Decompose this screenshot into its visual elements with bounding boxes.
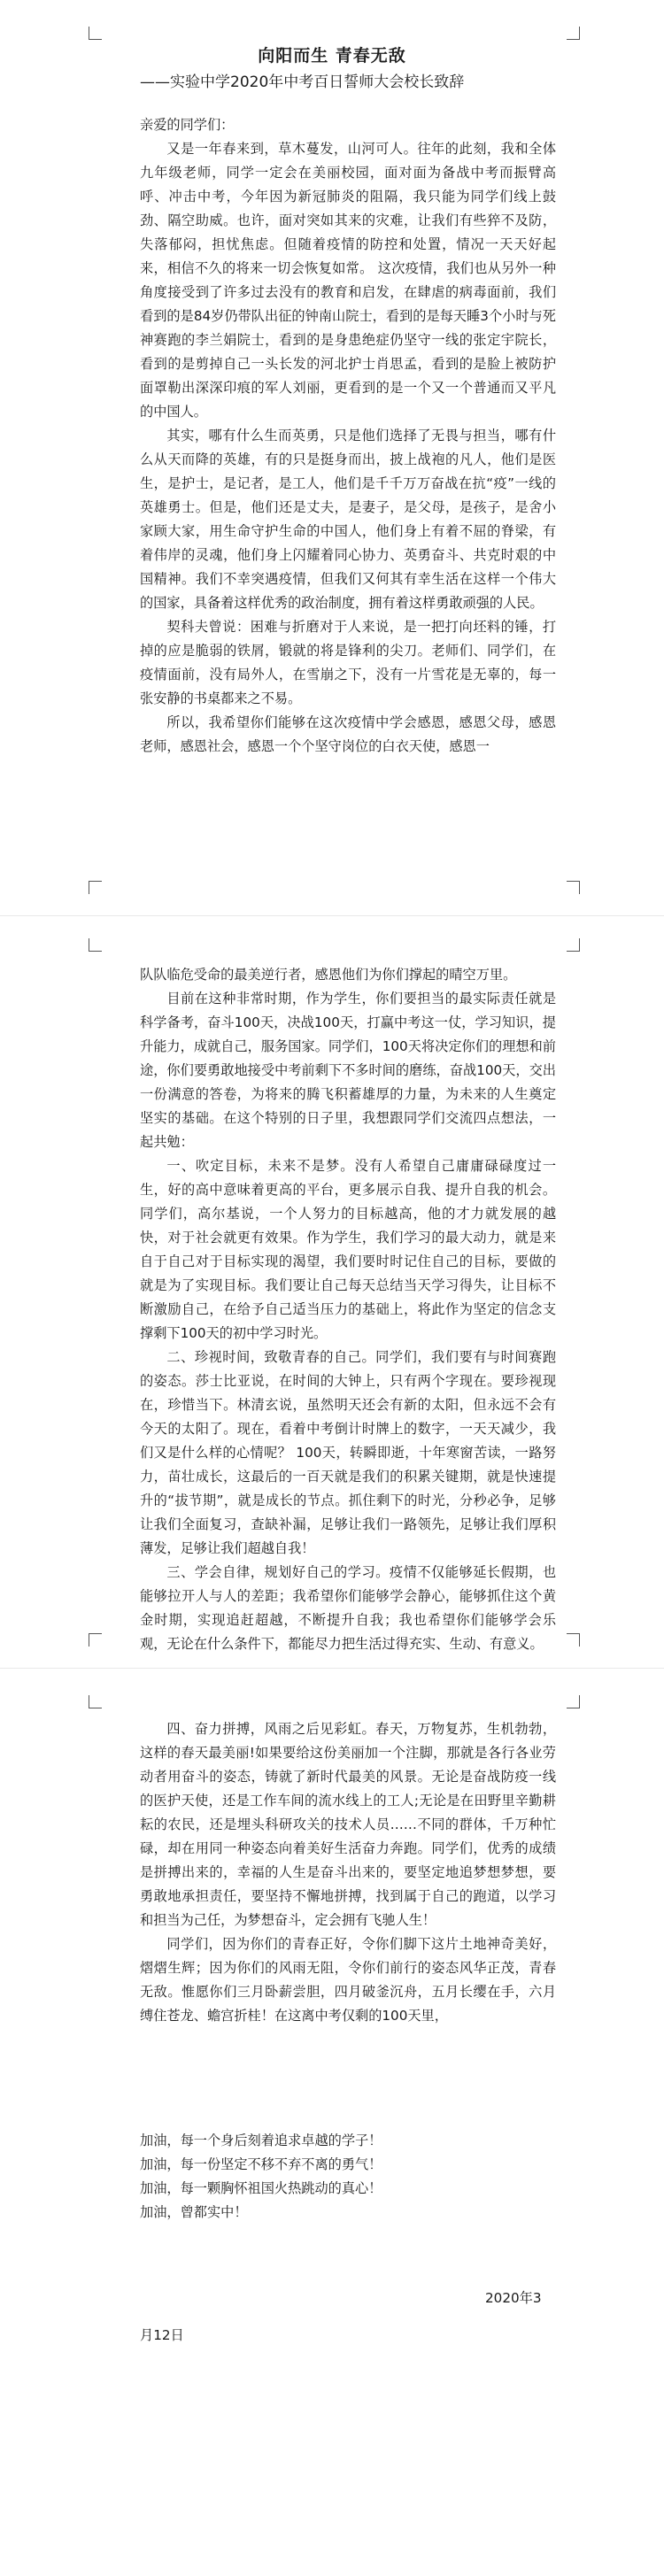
crop-mark <box>567 938 580 952</box>
crop-mark <box>89 27 102 40</box>
crop-mark <box>89 1695 102 1708</box>
document-page-1 <box>0 0 664 916</box>
cheer-list <box>140 2129 556 2225</box>
paragraph: 目前在这种非常时期，作为学生，你们要担当的最实际责任就是科学备考，奋斗100天，决战100天，打赢中考这一仗，学习知识，提升能力，成就自己，服务国家。同学们，100天将决定你们的理想和前途，你们要勇敢地接受中考前剩下不多时间的磨练，奋战100天，交出一份满意的答卷，为将来的腾飞积蓄雄厚的力量，为未来的人生奠定坚实的基础。在这个特别的日子里，我想跟同学们交流四点想法，一起共勉： <box>140 991 556 1150</box>
paragraph: 所以，我希望你们能够在这次疫情中学会感恩，感恩父母，感恩老师，感恩社会，感恩一个个坚守岗位的白衣天使，感恩一 <box>140 714 556 754</box>
document-title: 向阳而生 青春无敌 <box>258 46 406 66</box>
crop-mark <box>567 1695 580 1708</box>
crop-mark <box>89 938 102 952</box>
page-2-body <box>140 963 556 1656</box>
paragraph: 同学们，因为你们的青春正好，令你们脚下这片土地神奇美好，熠熠生辉；因为你们的风雨无阻，令你们前行的姿态风华正茂，青春无敌。惟愿你们三月卧薪尝胆，四月破釜沉舟，五月长缨在手，六月缚住苍龙、蟾宫折桂！在这离中考仅剩的100天里， <box>140 1936 556 2024</box>
paragraph: 其实，哪有什么生而英勇，只是他们选择了无畏与担当，哪有什么从天而降的英雄，有的只是挺身而出，披上战袍的凡人，他们是医生，是护士，是记者，是工人，他们是千千万万奋战在抗“疫”一线的英雄勇士。但是，他们还是丈夫，是妻子，是父母，是孩子，是舍小家顾大家，用生命守护生命的中国人，他们身上有着不屈的脊梁，有着伟岸的灵魂，他们身上闪耀着同心协力、英勇奋斗、共克时艰的中国精神。我们不幸突遇疫情，但我们又何其有幸生活在这样一个伟大的国家，具备着这样优秀的政治制度，拥有着这样勇敢顽强的人民。 <box>140 428 556 611</box>
document-page-2 <box>0 916 664 1669</box>
document-page-3 <box>0 1669 664 2576</box>
paragraph: 契科夫曾说：困难与折磨对于人来说，是一把打向坯料的锤，打掉的应是脆弱的铁屑，锻就的将是锋利的尖刀。老师们、同学们，在疫情面前，没有局外人，在雪崩之下，没有一片雪花是无辜的，每一张安静的书桌都来之不易。 <box>140 619 556 706</box>
paragraph: 一、吹定目标，未来不是梦。没有人希望自己庸庸碌碌度过一生，好的高中意味着更高的平台，更多展示自我、提升自我的机会。同学们，高尔基说，一个人努力的目标越高，他的才力就发展的越快，对于社会就更有效果。作为学生，我们学习的最大动力，就是来自于自己对于目标实现的渴望，我们要时时记住自己的目标，要做的就是为了实现目标。我们要让自己每天总结当天学习得失，让目标不断激励自己，在给予自己适当压力的基础上，将此作为坚定的信念支撑剩下100天的初中学习时光。 <box>140 1158 556 1341</box>
crop-mark <box>567 881 580 894</box>
crop-mark <box>89 881 102 894</box>
page-1-body <box>140 113 556 759</box>
document-subtitle: ——实验中学2020年中考百日誓师大会校长致辞 <box>140 73 465 91</box>
cheer-line: 加油，每一颗胸怀祖国火热跳动的真心！ <box>140 2180 382 2196</box>
crop-mark <box>567 1633 580 1647</box>
paragraph: 四、奋力拼搏，风雨之后见彩虹。春天，万物复苏，生机勃勃，这样的春天最美丽!如果要给这份美丽加一个注脚，那就是各行各业劳动者用奋斗的姿态，铸就了新时代最美的风景。无论是奋战防疫一线的医护天使，还是工作车间的流水线上的工人;无论是在田野里辛勤耕耘的农民，还是埋头科研攻关的技术人员……不同的群体，千万种忙碌，却在用同一种姿态向着美好生活奋力奔跑。同学们，优秀的成绩是拼搏出来的，幸福的人生是奋斗出来的，要坚定地追梦想梦想，要勇敢地承担责任，要坚持不懈地拼搏，找到属于自己的跑道，以学习和担当为己任，为梦想奋斗，定会拥有飞驰人生！ <box>140 1721 556 1928</box>
paragraph: 二、珍视时间，致敬青春的自己。同学们，我们要有与时间赛跑的姿态。莎士比亚说，在时间的大钟上，只有两个字现在。要珍视现在，珍惜当下。林清玄说，虽然明天还会有新的太阳，但永远不会有今天的太阳了。现在，看着中考倒计时牌上的数字，一天天减少，我们又是什么样的心情呢？ 100天，转瞬即逝，十年寒窗苦读，一路努力，苗壮成长，这最后的一百天就是我们的积累关键期，就是快速提升的“拔节期”，就是成长的节点。抓住剩下的时光，分秒必争，足够让我们全面复习，查缺补漏，足够让我们一路领先，足够让我们厚积薄发，足够让我们超越自我！ <box>140 1349 556 1556</box>
crop-mark <box>89 1633 102 1647</box>
cheer-line: 加油，每一个身后刻着追求卓越的学子！ <box>140 2133 382 2148</box>
paragraph-continued: 队队临危受命的最美逆行者，感恩他们为你们撑起的晴空万里。 <box>140 967 517 983</box>
crop-mark <box>567 27 580 40</box>
date-line-1: 2020年3 <box>485 2290 542 2306</box>
cheer-line: 加油，曾都实中！ <box>140 2204 248 2220</box>
paragraph: 三、学会自律，规划好自己的学习。疫情不仅能够延长假期，也能够拉开人与人的差距；我希望你们能够学会静心，能够抓住这个黄金时期，实现追赶超越，不断提升自我；我也希望你们能够学会乐观，无论在什么条件下，都能尽力把生活过得充实、生动、有意义。 <box>140 1564 556 1652</box>
date-line-2: 月12日 <box>140 2327 184 2343</box>
salutation: 亲爱的同学们： <box>140 117 235 133</box>
page-3-body <box>140 1717 556 2028</box>
cheer-line: 加油，每一份坚定不移不弃不离的勇气！ <box>140 2156 382 2172</box>
paragraph: 又是一年春来到，草木蔓发，山河可人。往年的此刻，我和全体九年级老师，同学一定会在美丽校园，面对面为备战中考而振臂高呼、冲击中考，今年因为新冠肺炎的阻隔，我只能为同学们线上鼓劲、隔空助威。也许，面对突如其来的灾难，让我们有些猝不及防，失落郁闷，担忧焦虑。但随着疫情的防控和处置，情况一天天好起来，相信不久的将来一切会恢复如常。 这次疫情，我们也从另外一种角度接受到了许多过去没有的教育和启发，在肆虐的病毒面前，我们看到的是84岁仍带队出征的钟南山院士，看到的是每天睡3个小时与死神赛跑的李兰娟院士，看到的是身患绝症仍坚守一线的张定宇院长，看到的是剪掉自己一头长发的河北护士肖思孟，看到的是脸上被防护面罩勒出深深印痕的军人刘丽，更看到的是一个又一个普通而又平凡的中国人。 <box>140 141 556 420</box>
